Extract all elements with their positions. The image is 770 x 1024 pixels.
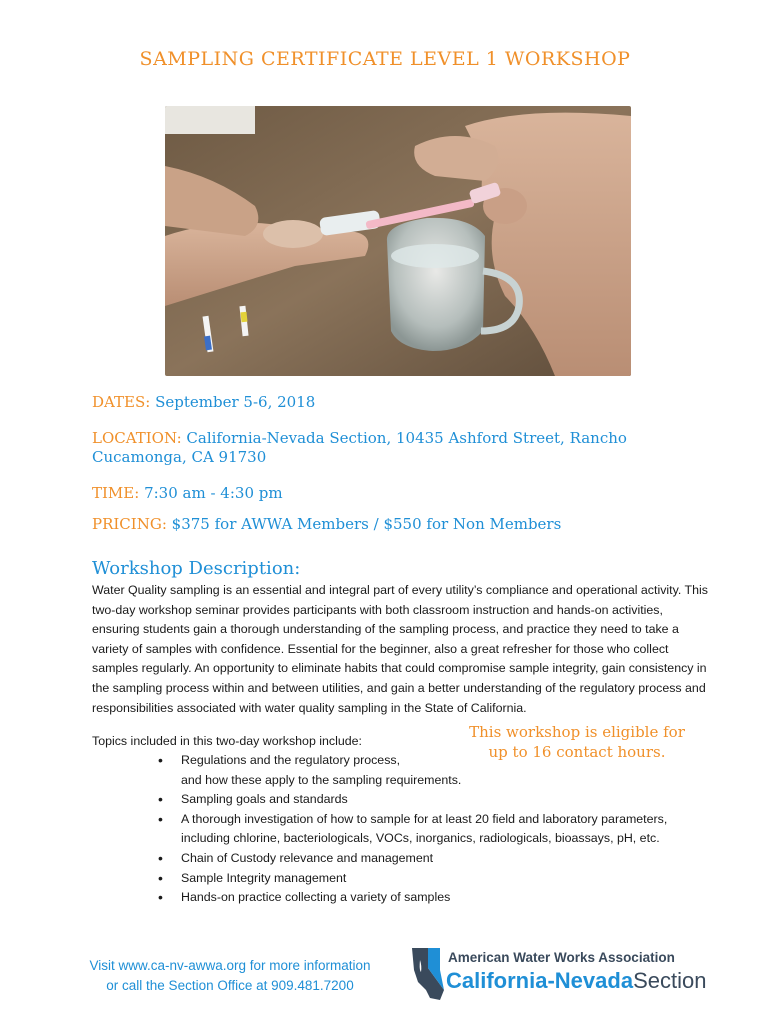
footer-contact (60, 956, 400, 996)
pricing-label: PRICING: (92, 515, 167, 533)
list-item: • A thorough investigation of how to sample for at least 20 field and laboratory parameters, including chlorine, bacteriologicals, VOCs, inorganics, radiologicals, bioassays, pH, etc. (156, 810, 696, 849)
topics-list (156, 751, 696, 908)
page-title: SAMPLING CERTIFICATE LEVEL 1 WORKSHOP (139, 48, 631, 70)
dates-value: September 5-6, 2018 (155, 393, 316, 411)
list-item: • Hands-on practice collecting a variety of samples (156, 888, 696, 908)
footer-website-line: Visit www.ca-nv-awwa.org for more information (89, 958, 371, 973)
awwa-logo (410, 946, 740, 1006)
time-field (92, 484, 283, 503)
list-item (156, 751, 696, 790)
logo-name-plain: Section (633, 968, 707, 993)
description-text: Water Quality sampling is an essential and integral part of every utility’s compliance and operational activity. This two-day workshop seminar provides participants with both classroom instruction and hands-on activities, ensuring students gain a thorough understanding of the sampling process, and practice they need to take a variety of samples with confidence. Essential for the beginner, also a great refresher for those who collect samples regularly. An opportunity to eliminate habits that could compromise sample integrity, gain consistency in the sampling process within and between utilities, and gain a better understanding of the regulatory process and responsibilities associated with water quality sampling in the State of California. (92, 583, 708, 715)
dates-label: DATES: (92, 393, 151, 411)
location-value-line2: Cucamonga, CA 91730 (92, 448, 267, 466)
list-item: • Sampling goals and standards (156, 790, 696, 810)
location-label: LOCATION: (92, 429, 182, 447)
location-value-line1: California-Nevada Section, 10435 Ashford Street, Rancho (186, 429, 627, 447)
logo-name-colored: California-Nevada (446, 968, 634, 993)
logo-section-name (446, 968, 706, 994)
footer-phone-line: or call the Section Office at 909.481.7200 (106, 978, 354, 993)
topic-continuation: and how these apply to the sampling requirements. (181, 772, 462, 787)
description-heading: Workshop Description: (92, 558, 301, 579)
time-value: 7:30 am - 4:30 pm (144, 484, 283, 502)
pricing-field (92, 515, 561, 534)
dates-field (92, 393, 315, 412)
list-item: • Chain of Custody relevance and management (156, 849, 696, 869)
description-paragraph (92, 581, 712, 718)
logo-org-name: American Water Works Association (448, 950, 675, 965)
list-item: • Sample Integrity management (156, 869, 696, 889)
water-sampling-photo (165, 106, 631, 376)
topic-text: • Regulations and the regulatory process, (181, 753, 401, 767)
topics-intro: Topics included in this two-day workshop include: (92, 734, 362, 748)
callout-line2: up to 16 contact hours. (488, 743, 666, 761)
time-label: TIME: (92, 484, 140, 502)
callout-line1: This workshop is eligible for (469, 723, 685, 741)
pricing-value: $375 for AWWA Members / $550 for Non Members (171, 515, 562, 533)
california-nevada-map-icon (410, 946, 446, 1002)
location-field (92, 429, 692, 467)
